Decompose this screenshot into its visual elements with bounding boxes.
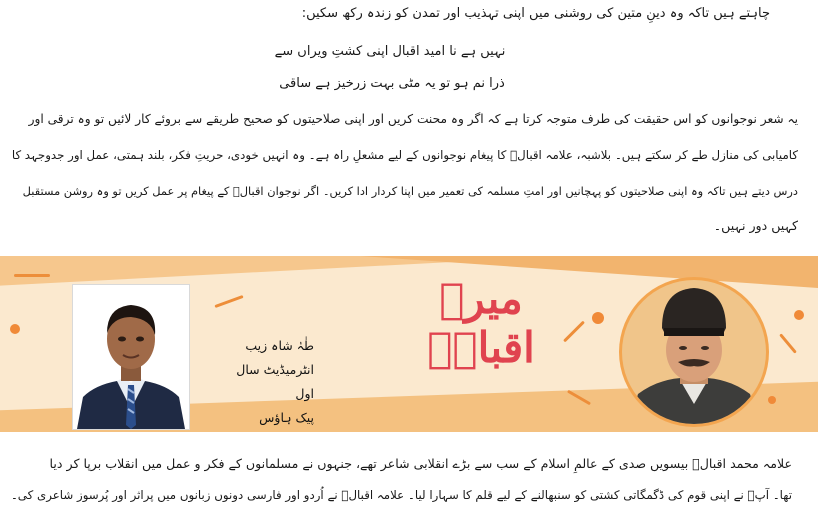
couplet-line-1: نہیں ہے نا امید اقبال اپنی کشتِ ویراں سے	[274, 44, 506, 59]
paragraph-line-1: یہ شعر نوجوانوں کو اس حقیقت کی طرف متوجہ کرتا ہے کہ اگر وہ محنت کریں اور اپنی صلاحیتوں کو صحیح طریقے سے بروئے کار لائیں تو وہ ترقی اور	[28, 112, 798, 126]
decor-dot	[794, 310, 804, 320]
bottom-paragraph-line-1: علامہ محمد اقبالؒ بیسویں صدی کے عالمِ اسلام کے سب سے بڑے انقلابی شاعر تھے، جنہوں نے مسلمانوں کے فکر و عمل میں انقلاب برپا کر دیا	[49, 456, 792, 471]
author-school: پیک ہاؤس	[259, 410, 314, 425]
author-name: طٰہٰ شاہ زیب	[245, 338, 314, 353]
paragraph-line-3: درس دیتے ہیں تاکہ وہ اپنی صلاحیتوں کو پہچانیں اور امتِ مسلمہ کی تعمیر میں اپنا کردار ادا کریں۔ اگر نوجوان اقبالؒ کے پیغام پر عمل کریں تو وہ روشن مستقبل	[22, 184, 798, 198]
decor-line	[214, 295, 243, 308]
decor-line	[779, 333, 797, 353]
decor-dot	[10, 324, 20, 334]
student-photo	[72, 284, 190, 430]
author-credit	[228, 334, 314, 430]
bottom-paragraph-line-2: تھا۔ آپؒ نے اپنی قوم کی ڈگمگاتی کشتی کو سنبھالنے کے لیے قلم کا سہارا لیا۔ علامہ اقبالؒ نے اُردو اور فارسی دونوں زبانوں میں پراثر اور پُرسوز شاعری کی۔	[10, 488, 792, 502]
paragraph-line-4: کہیں دور نہیں۔	[713, 218, 798, 233]
decor-dot	[592, 312, 604, 324]
student-photo-illustration	[73, 285, 189, 429]
article-title: میرے اقبالؒ	[427, 274, 535, 372]
iqbal-portrait	[618, 276, 770, 428]
couplet-line-2: ذرا نم ہو تو یہ مٹی بہت زرخیز ہے ساقی	[279, 76, 505, 91]
decor-line	[14, 274, 50, 277]
article-banner	[0, 256, 818, 432]
intro-line: چاہتے ہیں تاکہ وہ دینِ متین کی روشنی میں اپنی تہذیب اور تمدن کو زندہ رکھ سکیں:	[301, 6, 770, 21]
paragraph-line-2: کامیابی کی منازل طے کر سکتے ہیں۔ بلاشبہ، علامہ اقبالؒ کا پیغام نوجوانوں کے لیے مشعلِ راہ ہے۔ وہ انہیں خودی، حریتِ فکر، بلند ہمتی، عمل اور جدوجہد کا	[11, 148, 798, 162]
author-class: انٹرمیڈیٹ سال اول	[236, 362, 314, 401]
